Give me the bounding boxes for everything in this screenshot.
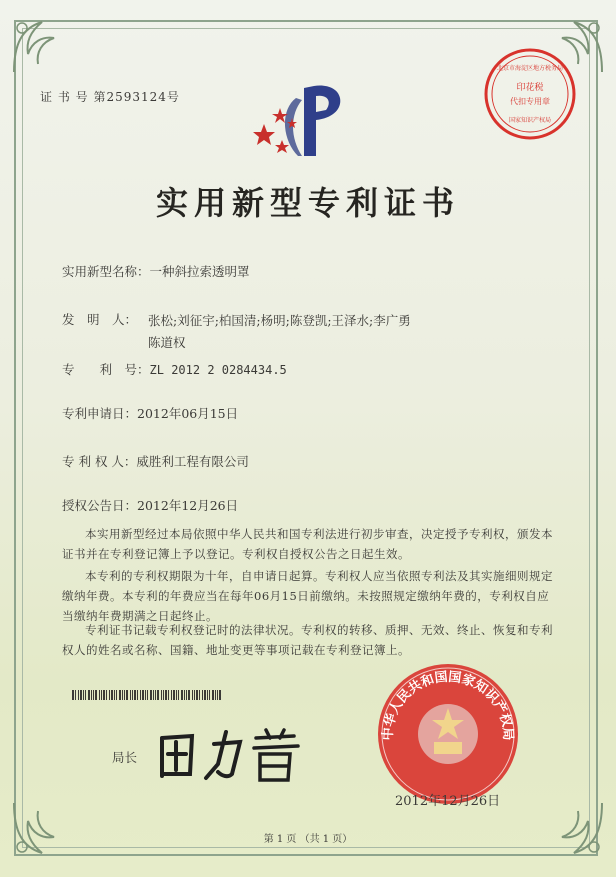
director-label: 局长 xyxy=(112,750,138,765)
document-title: 实用新型专利证书 xyxy=(155,184,460,222)
field-label: 授权公告日： xyxy=(62,498,138,513)
inventors-line: 陈道权 xyxy=(148,335,186,350)
field-label: 专 利 号： xyxy=(62,362,150,377)
body-paragraph: 专利证书记载专利权登记时的法律状况。专利权的转移、质押、无效、终止、恢复和专利权人的姓名或名称、国籍、地址变更等事项记载在专利登记簿上。 xyxy=(62,623,553,657)
patent-office-logo-icon xyxy=(252,80,344,164)
field-label: 专利申请日： xyxy=(62,406,138,421)
owner-row xyxy=(62,452,249,470)
svg-text:代扣专用章: 代扣专用章 xyxy=(510,97,550,106)
field-label: 专 利 权 人： xyxy=(62,454,137,469)
certificate-number: 证 书 号 第2593124号 xyxy=(40,90,180,104)
corner-ornament-icon xyxy=(544,797,608,861)
grant-date-row xyxy=(62,496,238,514)
inventors xyxy=(148,310,468,354)
svg-text:北京市海淀区地方税务局: 北京市海淀区地方税务局 xyxy=(496,65,564,72)
seal-text: 中华人民共和国国家知识产权局 xyxy=(380,669,516,741)
corner-ornament-icon xyxy=(8,14,72,78)
director-signature-icon xyxy=(148,724,308,786)
barcode-icon xyxy=(72,690,224,700)
utility-model-name: 一种斜拉索透明罩 xyxy=(149,264,250,279)
tax-stamp-seal-icon xyxy=(482,46,578,142)
utility-model-name-row xyxy=(62,262,250,280)
field-label: 实用新型名称： xyxy=(62,264,150,279)
corner-ornament-icon xyxy=(8,797,72,861)
grant-date: 2012年12月26日 xyxy=(137,498,239,513)
patent-number-row xyxy=(62,360,287,378)
body-paragraph: 本实用新型经过本局依照中华人民共和国专利法进行初步审查，决定授予专利权，颁发本证书并在专利登记簿上予以登记。专利权自授权公告之日起生效。 xyxy=(62,527,553,561)
apply-date: 2012年06月15日 xyxy=(137,406,239,421)
patent-owner: 威胜利工程有限公司 xyxy=(136,454,249,469)
patent-number: ZL 2012 2 0284434.5 xyxy=(149,363,287,377)
apply-date-row xyxy=(62,404,238,422)
issue-date: 2012年12月26日 xyxy=(395,794,501,809)
page-footer: 第 1 页 （共 1 页） xyxy=(263,834,353,845)
sipo-official-seal-icon xyxy=(374,660,522,808)
inventors-line: 张松;刘征宇;柏国清;杨明;陈登凯;王泽水;李广勇 xyxy=(148,313,411,328)
body-paragraph: 本专利的专利权期限为十年，自申请日起算。专利权人应当依照专利法及其实施细则规定缴纳年费。本专利的年费应当在每年06月15日前缴纳。未按照规定缴纳年费的，专利权自应当缴纳年费期满之日起终止。 xyxy=(62,569,553,623)
svg-text:印花税: 印花税 xyxy=(516,83,544,93)
inventor-label: 发 明 人： xyxy=(62,312,138,327)
svg-text:国家知识产权局: 国家知识产权局 xyxy=(508,117,552,124)
